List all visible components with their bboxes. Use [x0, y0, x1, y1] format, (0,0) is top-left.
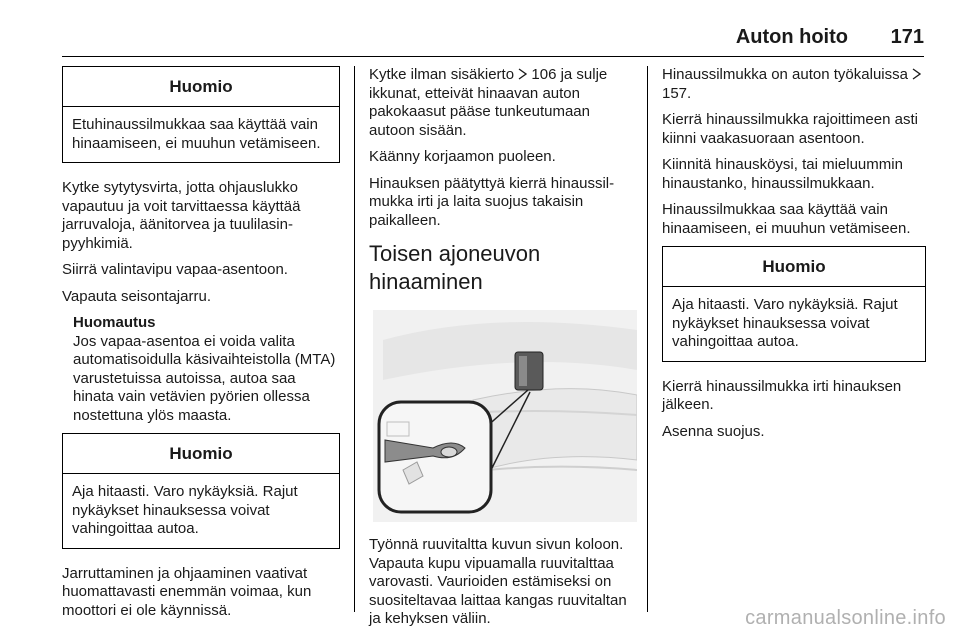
paragraph: Kiinnitä hinausköysi, tai mieluummin hinaustanko, hinaussilmukkaan.: [662, 156, 903, 192]
paragraph: Jarruttaminen ja ohjaaminen vaativat huomattavasti enemmän voimaa, kun moottori ei ole käynnissä.: [62, 564, 312, 619]
paragraph: Hinaussilmukka on auton työkaluissa 157.: [662, 66, 926, 103]
illustration-drawing: [373, 310, 637, 522]
caution-text: Etuhinaussilmukkaa saa käyttää vain hinaamiseen, ei muuhun vetämiseen.: [72, 116, 321, 152]
paragraph: Siirrä valintavipu vapaa-asentoon.: [62, 261, 288, 278]
note-block: [62, 314, 340, 425]
page-reference-arrow-icon: [518, 68, 527, 80]
caution-text: Aja hitaasti. Varo nykäyksiä. Rajut nykäykset hinauksessa voivat vahingoittaa autoa.: [672, 296, 898, 350]
paragraph: Hinauksen päätyttyä kierrä hinaussil-mukka irti ja laita suojus takaisin paikalleen.: [369, 174, 615, 229]
header-divider: [62, 56, 924, 57]
paragraph: Asenna suojus.: [662, 422, 765, 440]
column-3: [662, 66, 926, 449]
towing-eye-cover-illustration: [373, 310, 637, 522]
note-title: Huomautus: [73, 314, 156, 331]
caution-box: [662, 246, 926, 362]
caution-box: [62, 66, 340, 163]
column-divider: [354, 66, 355, 612]
column-divider: [647, 66, 648, 612]
caution-title: Huomio: [63, 67, 339, 107]
caution-title: Huomio: [663, 247, 925, 287]
watermark: carmanualsonline.info: [745, 607, 946, 629]
section-heading: Toisen ajoneuvon hinaaminen: [369, 241, 541, 294]
page-number: 171: [890, 26, 924, 48]
paragraph: Vapauta seisontajarru.: [62, 287, 211, 305]
paragraph: Työnnä ruuvitaltta kuvun sivun koloon. Vapauta kupu vipuamalla ruuvitalttaa varovasti. Vaurioiden estämiseksi on suositeltavaa laittaa kangas ruuvitaltan ja kehyksen väliin.: [369, 536, 627, 627]
column-1: [62, 66, 340, 628]
paragraph: Käänny korjaamon puoleen.: [369, 148, 556, 165]
paragraph: Kierrä hinaussilmukka irti hinauksen jälkeen.: [662, 377, 902, 413]
paragraph: Kierrä hinaussilmukka rajoittimeen asti kiinni vaakasuoraan asentoon.: [662, 111, 918, 147]
note-text: Jos vapaa-asentoa ei voida valita automatisoidulla käsivaihteistolla (MTA) varustetuissa autoissa, autoa saa hinata vain vetävien pyörien ollessa nostettuna ylös maasta.: [73, 332, 336, 424]
caution-title: Huomio: [63, 434, 339, 474]
caution-box: [62, 433, 340, 549]
paragraph: Kytke sytytysvirta, jotta ohjauslukko vapautuu ja voit tarvittaessa käyttää jarruvaloja, äänitorvea ja tuulilasin-pyyhkimiä.: [62, 179, 301, 252]
paragraph: Kytke ilman sisäkierto 106 ja sulje ikkunat, etteivät hinaavan auton pakokaasut pääse tunkeutumaan autoon sisään.: [369, 66, 608, 139]
page-reference-arrow-icon: [912, 68, 921, 80]
caution-text: Aja hitaasti. Varo nykäyksiä. Rajut nykäykset hinauksessa voivat vahingoittaa autoa.: [72, 483, 298, 537]
column-2: [369, 66, 637, 637]
section-title: Auton hoito: [735, 26, 848, 48]
paragraph: Hinaussilmukkaa saa käyttää vain hinaamiseen, ei muuhun vetämiseen.: [662, 201, 911, 237]
